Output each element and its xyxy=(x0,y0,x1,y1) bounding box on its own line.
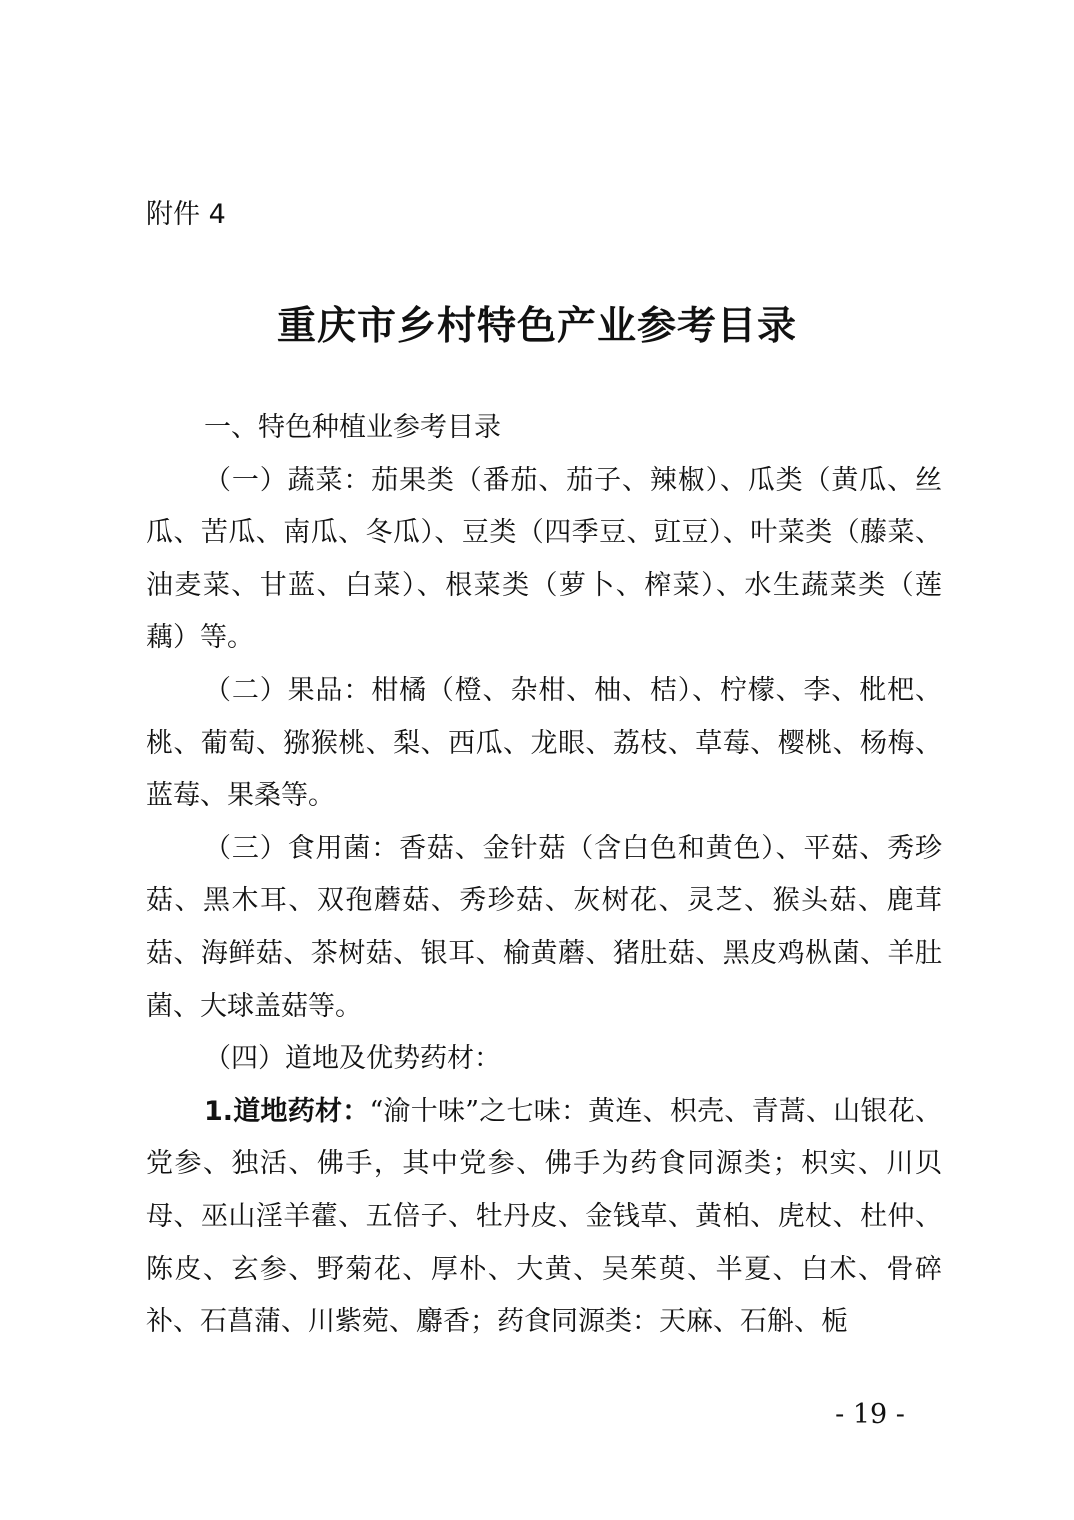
paragraph-text: 香菇、金针菇（含白色和黄色）、平菇、秀珍菇、黑木耳、双孢蘑菇、秀珍菇、灰树花、灵芝、猴头菇、鹿茸菇、海鲜菇、茶树菇、银耳、榆黄蘑、猪肚菇、黑皮鸡枞菌、羊肚菌、大球盖菇等。 xyxy=(146,832,943,1022)
paragraph-fruits xyxy=(146,665,942,823)
paragraph-lead: （四）道地及优势药材： xyxy=(204,1043,501,1075)
paragraph-vegetables xyxy=(146,455,942,665)
document-title: 重庆市乡村特色产业参考目录 xyxy=(276,303,797,349)
paragraph-edible-fungi xyxy=(146,823,942,1033)
document-body xyxy=(146,402,942,1349)
paragraph-lead: （三）食用菌： xyxy=(204,832,400,864)
section-heading: 一、特色种植业参考目录 xyxy=(204,412,501,443)
page-number: - 19 - xyxy=(835,1399,905,1430)
paragraph-lead: 1.道地药材： xyxy=(204,1095,370,1127)
paragraph-lead: （二）果品： xyxy=(204,674,372,706)
attachment-label: 附件 4 xyxy=(146,199,226,230)
paragraph-text: 柑橘（橙、杂柑、柚、桔）、柠檬、李、枇杷、桃、葡萄、猕猴桃、梨、西瓜、龙眼、荔枝、草莓、樱桃、杨梅、蓝莓、果桑等。 xyxy=(146,674,943,812)
paragraph-medicinal-materials-heading xyxy=(146,1033,942,1086)
paragraph-text: 茄果类（番茄、茄子、辣椒）、瓜类（黄瓜、丝瓜、苦瓜、南瓜、冬瓜）、豆类（四季豆、豇豆）、叶菜类（藤菜、油麦菜、甘蓝、白菜）、根菜类（萝卜、榨菜）、水生蔬菜类（莲藕）等。 xyxy=(146,464,943,654)
paragraph-lead: （一）蔬菜： xyxy=(204,464,372,496)
paragraph-text: “渝十味”之七味：黄连、枳壳、青蒿、山银花、党参、独活、佛手，其中党参、佛手为药食同源类；枳实、川贝母、巫山淫羊藿、五倍子、牡丹皮、金钱草、黄柏、虎杖、杜仲、陈皮、玄参、野菊花、厚朴、大黄、吴茱萸、半夏、白术、骨碎补、石菖蒲、川紫菀、麝香；药食同源类：天麻、石斛、栀 xyxy=(146,1095,942,1338)
paragraph-authentic-medicinal-materials xyxy=(146,1086,942,1349)
